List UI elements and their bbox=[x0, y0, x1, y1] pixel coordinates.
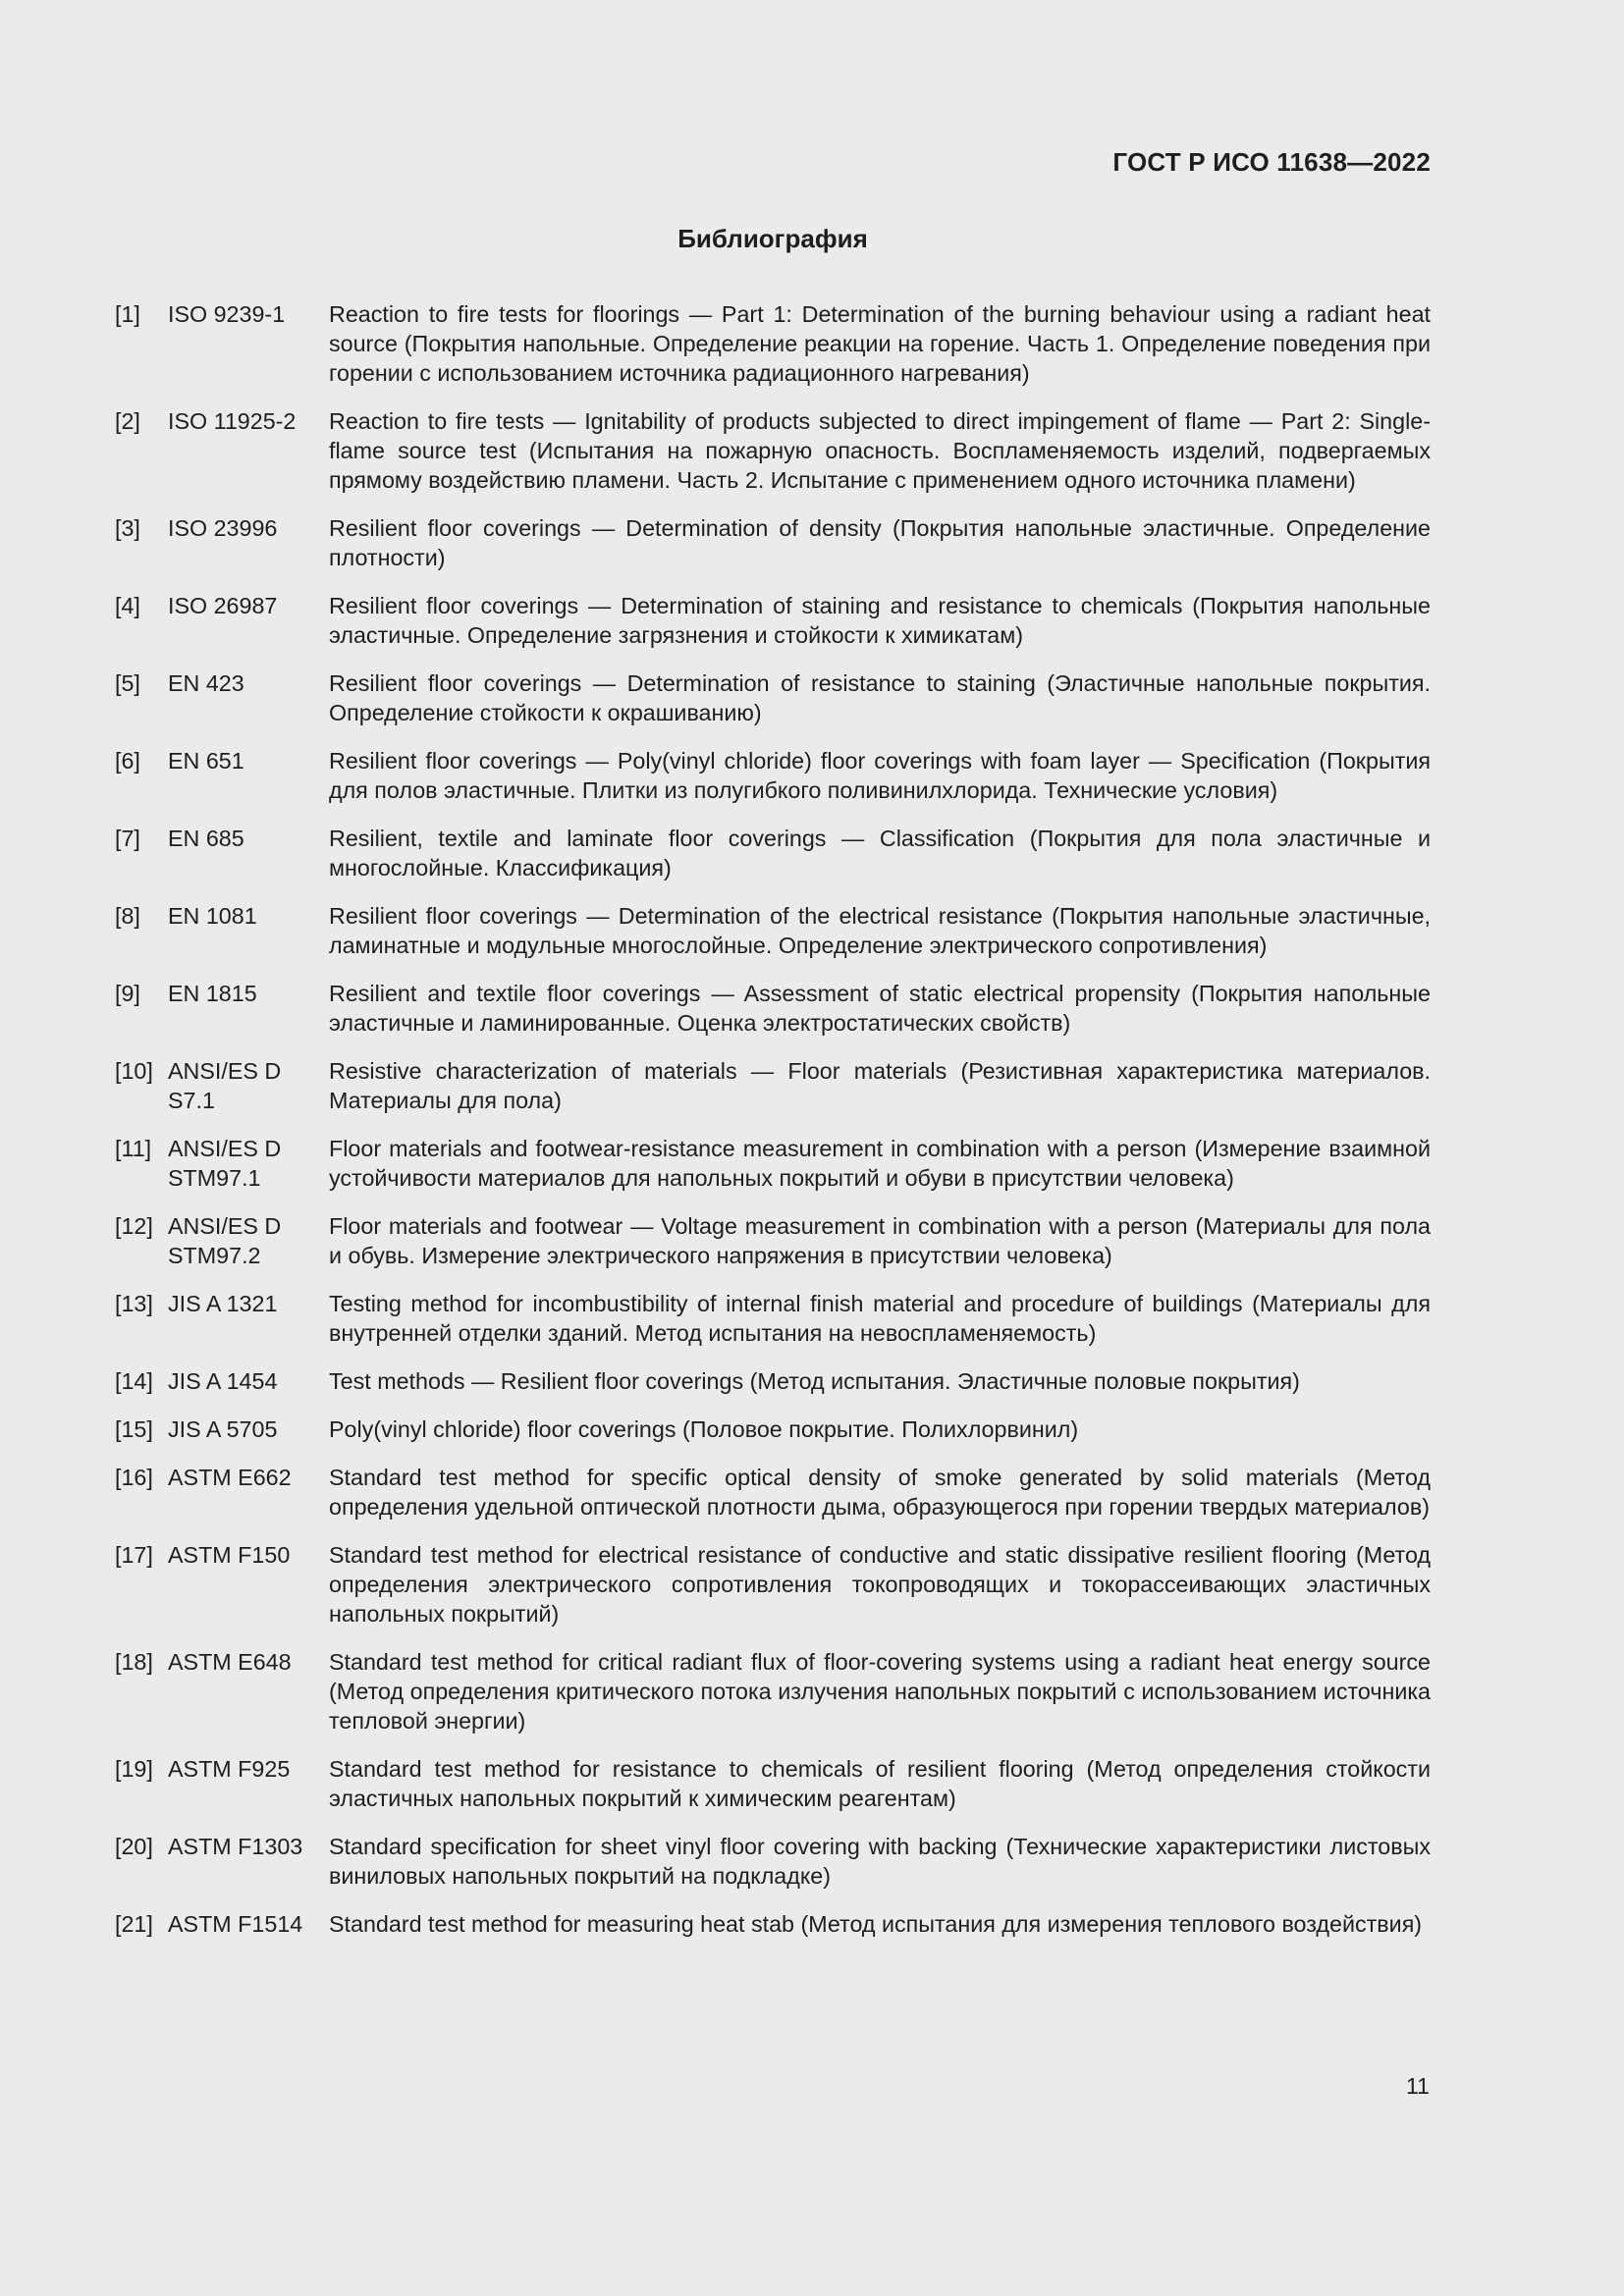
entry-number: [21] bbox=[115, 1911, 153, 1937]
entry-standard-code: JIS A 5705 bbox=[168, 1416, 278, 1442]
entry-standard-code: EN 1081 bbox=[168, 903, 257, 929]
entry-number: [17] bbox=[115, 1542, 153, 1568]
bibliography-entry bbox=[115, 299, 1431, 388]
entry-number: [3] bbox=[115, 515, 140, 541]
bibliography-entry bbox=[115, 901, 1431, 960]
bibliography-entry bbox=[115, 668, 1431, 727]
entry-standard-code: EN 1815 bbox=[168, 981, 257, 1006]
entry-standard-code: ASTM F150 bbox=[168, 1542, 291, 1568]
entry-standard-code: EN 685 bbox=[168, 826, 244, 851]
entry-reference-text: Standard specification for sheet vinyl floor covering with backing (Технические характеристики листовых виниловых напольных покрытий на подкладке) bbox=[329, 1834, 1431, 1889]
entry-reference-text: Standard test method for measuring heat stab (Метод испытания для измерения теплового воздействия) bbox=[329, 1911, 1423, 1937]
entry-standard-code: ISO 26987 bbox=[168, 593, 278, 618]
entry-number: [11] bbox=[115, 1136, 152, 1161]
entry-number: [15] bbox=[115, 1416, 153, 1442]
bibliography-entry bbox=[115, 1134, 1431, 1193]
entry-standard-code: EN 651 bbox=[168, 748, 244, 774]
bibliography-entry bbox=[115, 1754, 1431, 1813]
bibliography-entry bbox=[115, 513, 1431, 572]
entry-reference-text: Floor materials and footwear-resistance measurement in combination with a person (Измерение взаимной устойчивости материалов для напольных покрытий и обуви в присутствии человека) bbox=[329, 1136, 1431, 1191]
entry-standard-code: JIS A 1454 bbox=[168, 1368, 278, 1394]
entry-reference-text: Resilient floor coverings — Poly(vinyl chloride) floor coverings with foam layer — Specification (Покрытия для полов эластичные. Плитки из полугибкого поливинилхлорида. Технические условия) bbox=[329, 748, 1431, 803]
bibliography-entry bbox=[115, 1909, 1431, 1939]
entry-number: [19] bbox=[115, 1756, 153, 1782]
bibliography-entry bbox=[115, 1056, 1431, 1115]
entry-number: [13] bbox=[115, 1291, 153, 1316]
entry-reference-text: Test methods — Resilient floor coverings (Метод испытания. Эластичные половые покрытия) bbox=[329, 1368, 1300, 1394]
entry-number: [2] bbox=[115, 408, 140, 434]
bibliography-entry bbox=[115, 979, 1431, 1038]
entry-standard-code: JIS A 1321 bbox=[168, 1291, 278, 1316]
entry-standard-code: ASTM F1514 bbox=[168, 1911, 303, 1937]
bibliography-entry bbox=[115, 746, 1431, 805]
entry-reference-text: Resilient floor coverings — Determination of staining and resistance to chemicals (Покрытия напольные эластичные. Определение загрязнения и стойкости к химикатам) bbox=[329, 593, 1431, 648]
entry-reference-text: Reaction to fire tests for floorings — Part 1: Determination of the burning behaviour using a radiant heat source (Покрытия напольные. Определение реакции на горение. Часть 1. Определение поведения при горении с использованием источника радиационного нагревания) bbox=[329, 301, 1431, 386]
bibliography-entry bbox=[115, 1289, 1431, 1348]
bibliography-entry bbox=[115, 1832, 1431, 1891]
page-number: 11 bbox=[1405, 2073, 1430, 2099]
entry-number: [7] bbox=[115, 826, 140, 851]
entry-number: [14] bbox=[115, 1368, 153, 1394]
entry-reference-text: Standard test method for critical radiant flux of floor-covering systems using a radiant heat energy source (Метод определения критического потока излучения напольных покрытий с использованием источника тепловой энергии) bbox=[329, 1649, 1431, 1734]
bibliography-entry bbox=[115, 1366, 1431, 1396]
entry-number: [9] bbox=[115, 981, 140, 1006]
entry-standard-code: ASTM E662 bbox=[168, 1465, 292, 1490]
bibliography-entry bbox=[115, 1211, 1431, 1270]
entry-reference-text: Standard test method for electrical resistance of conductive and static dissipative resilient flooring (Метод определения электрического сопротивления токопроводящих и токорассеивающих эластичных напольных покрытий) bbox=[329, 1542, 1431, 1627]
entry-number: [12] bbox=[115, 1213, 153, 1239]
entry-number: [16] bbox=[115, 1465, 153, 1490]
entry-standard-code: ANSI/ES D STM97.1 bbox=[168, 1136, 282, 1191]
entry-number: [6] bbox=[115, 748, 140, 774]
entry-number: [20] bbox=[115, 1834, 153, 1859]
entry-standard-code: ANSI/ES D S7.1 bbox=[168, 1058, 282, 1113]
standard-designation: ГОСТ Р ИСО 11638—2022 bbox=[1112, 147, 1431, 177]
entry-reference-text: Resilient floor coverings — Determination of density (Покрытия напольные эластичные. Определение плотности) bbox=[329, 515, 1431, 570]
entry-number: [10] bbox=[115, 1058, 153, 1084]
entry-standard-code: ISO 9239-1 bbox=[168, 301, 286, 327]
entry-reference-text: Resilient floor coverings — Determination of the electrical resistance (Покрытия напольные эластичные, ламинатные и модульные многослойные. Определение электрического сопротивления) bbox=[329, 903, 1431, 958]
bibliography-entry bbox=[115, 406, 1431, 495]
entry-number: [5] bbox=[115, 670, 140, 696]
entry-number: [4] bbox=[115, 593, 140, 618]
entry-reference-text: Resilient floor coverings — Determination of resistance to staining (Эластичные напольные покрытия. Определение стойкости к окрашиванию) bbox=[329, 670, 1431, 725]
entry-number: [18] bbox=[115, 1649, 153, 1675]
entry-reference-text: Poly(vinyl chloride) floor coverings (Половое покрытие. Полихлорвинил) bbox=[329, 1416, 1079, 1442]
entry-standard-code: ASTM E648 bbox=[168, 1649, 292, 1675]
bibliography-entry bbox=[115, 824, 1431, 882]
bibliography-entry bbox=[115, 1647, 1431, 1735]
entry-reference-text: Testing method for incombustibility of internal finish material and procedure of buildings (Материалы для внутренней отделки зданий. Метод испытания на невоспламеняемость) bbox=[329, 1291, 1431, 1346]
entry-standard-code: ASTM F925 bbox=[168, 1756, 291, 1782]
bibliography-list bbox=[115, 299, 1431, 1957]
entry-standard-code: EN 423 bbox=[168, 670, 244, 696]
entry-standard-code: ANSI/ES D STM97.2 bbox=[168, 1213, 282, 1268]
entry-standard-code: ISO 11925-2 bbox=[168, 408, 297, 434]
entry-number: [8] bbox=[115, 903, 140, 929]
entry-reference-text: Standard test method for resistance to chemicals of resilient flooring (Метод определения стойкости эластичных напольных покрытий к химическим реагентам) bbox=[329, 1756, 1431, 1811]
bibliography-entry bbox=[115, 1540, 1431, 1629]
entry-number: [1] bbox=[115, 301, 140, 327]
bibliography-entry bbox=[115, 1415, 1431, 1444]
entry-reference-text: Floor materials and footwear — Voltage measurement in combination with a person (Материалы для пола и обувь. Измерение электрического напряжения в присутствии человека) bbox=[329, 1213, 1431, 1268]
entry-reference-text: Resilient, textile and laminate floor coverings — Classification (Покрытия для пола эластичные и многослойные. Классификация) bbox=[329, 826, 1431, 881]
entry-reference-text: Resilient and textile floor coverings — Assessment of static electrical propensity (Покрытия напольные эластичные и ламинированные. Оценка электростатических свойств) bbox=[329, 981, 1431, 1036]
entry-reference-text: Resistive characterization of materials — Floor materials (Резистивная характеристика материалов. Материалы для пола) bbox=[329, 1058, 1431, 1113]
bibliography-entry bbox=[115, 1463, 1431, 1522]
page-title: Библиография bbox=[677, 224, 868, 253]
entry-reference-text: Reaction to fire tests — Ignitability of products subjected to direct impingement of flame — Part 2: Single-flame source test (Испытания на пожарную опасность. Воспламеняемость изделий, подвергаемых прямому воздействию пламени. Часть 2. Испытание с применением одного источника пламени) bbox=[329, 408, 1431, 493]
entry-standard-code: ISO 23996 bbox=[168, 515, 278, 541]
bibliography-entry bbox=[115, 591, 1431, 650]
entry-standard-code: ASTM F1303 bbox=[168, 1834, 303, 1859]
entry-reference-text: Standard test method for specific optical density of smoke generated by solid materials (Метод определения удельной оптической плотности дыма, образующегося при горении твердых материалов) bbox=[329, 1465, 1431, 1520]
